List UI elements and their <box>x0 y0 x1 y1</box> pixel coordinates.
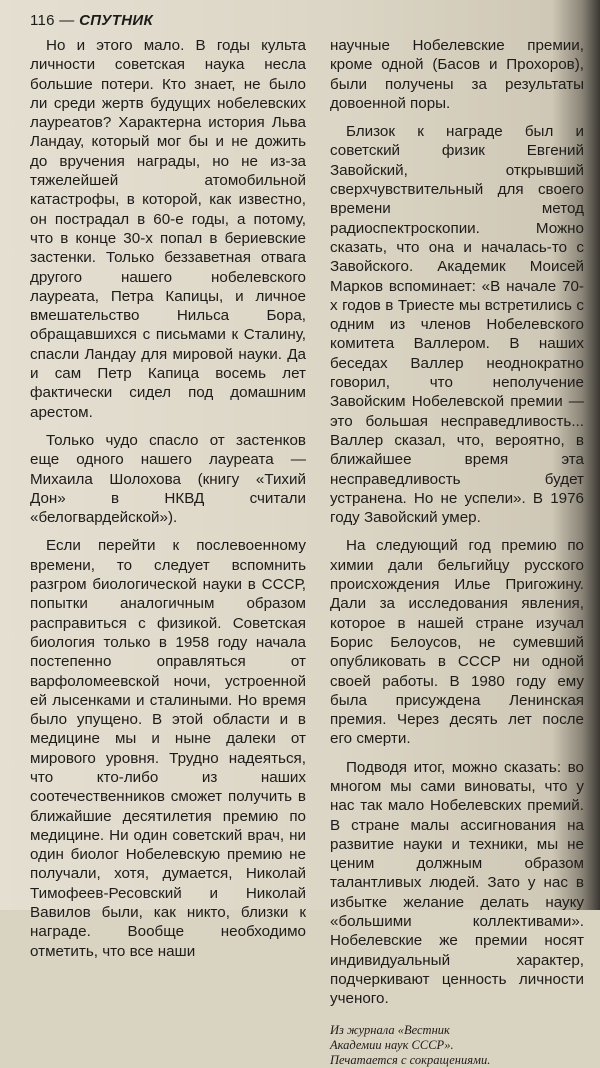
right-column <box>330 36 584 1068</box>
magazine-title: СПУТНИК <box>79 12 153 29</box>
source-line: Академии наук СССР». <box>330 1037 454 1052</box>
paragraph: На следующий год премию по химии дали бельгийцу русского происхождения Илье Пригожину. Дали за исследования явления, которое в нашей стране изучал Борис Белоусов, не сумевший опубликовать в СССР ни одной своей работы. В 1980 году ему была присуждена Ленинская премия. Через десять лет после его смерти. <box>330 537 584 748</box>
paragraph: Близок к награде был и советский физик Евгений Завойский, открывший сверхчувствительный для своего времени метод радиоспектроскопии. Можно сказать, что она и началась-то с Завойского. Академик Моисей Марков вспоминает: «В начале 70-х годов в Триесте мы встретились с одним из членов Нобелевского комитета Валлером. В наших беседах Валлер неоднократно говорил, что неполучение Завойским Нобелевской премии — это большая несправедливость... Валлер сказал, что, вероятно, в ближайшее время эта несправедливость будет устранена. Но не успели». В 1976 году Завойский умер. <box>330 123 584 527</box>
source-line: Печатается с сокращениями. <box>330 1052 491 1067</box>
end-of-article-icon <box>566 820 582 838</box>
paragraph: Только чудо спасло от застенков еще одного нашего лауреата — Михаила Шолохова (книгу «Тихий Дон» в НКВД считали «белогвардейской»). <box>30 431 306 527</box>
page-header <box>30 12 153 29</box>
source-citation <box>330 1023 584 1068</box>
paragraph-continuation: научные Нобелевские премии, кроме одной (Басов и Прохоров), были получены за результаты довоенной поры. <box>330 37 584 112</box>
page-number: 116 <box>30 12 55 29</box>
left-column <box>30 36 306 961</box>
paragraph: Подводя итог, можно сказать: во многом мы сами виноваты, что у нас так мало Нобелевских премий. В стране малы ассигнования на развитие науки и техники, мы не ценим должным образом талантливых людей. Зато у нас в избытке желание делать науку «большими коллективами». Нобелевские же премии носят индивидуальный характер, подчеркивают ценность личности ученого. <box>330 758 584 1008</box>
header-dash: — <box>59 12 75 29</box>
paragraph: Если перейти к послевоенному времени, то следует вспомнить разгром биологической науки в СССР, попытки аналогичным образом расправиться с физикой. Советская биология только в 1958 году начала постепенно оправляться от варфоломеевской ночи, устроенной ей лысенками и сталиными. Но время было упущено. В этой области и в медицине мы и ныне далеки от мирового уровня. Трудно надеяться, что кто-либо из наших соотечественников сможет получить в ближайшие десятилетия премию по медицине. Ни один советский врач, ни один биолог Нобелевскую премию не получали, хотя, думается, Николай Тимофеев-Ресовский и Николай Вавилов были, как никто, близки к награде. Вообще необходимо отметить, что все наши <box>30 537 306 960</box>
source-line: Из журнала «Вестник <box>330 1022 450 1037</box>
paragraph: Но и этого мало. В годы культа личности советская наука несла большие потери. Кто знает, не было ли среди жертв будущих нобелевских лауреатов? Характерна история Льва Ландау, который мог бы и не дожить до вручения награды, но не из-за тяжелейшей атомобильной катастрофы, в которой, как известно, он пострадал в 60-е годы, а потому, что в конце 30-х попал в бериевские застенки. Только беззаветная отвага другого нашего нобелевского лауреата, Петра Капицы, и личное вмешательство Нильса Бора, обращавшихся с письмами к Сталину, спасли Ландау для мировой науки. Да и сам Петр Капица восемь лет фактически сидел под домашним арестом. <box>30 37 306 421</box>
